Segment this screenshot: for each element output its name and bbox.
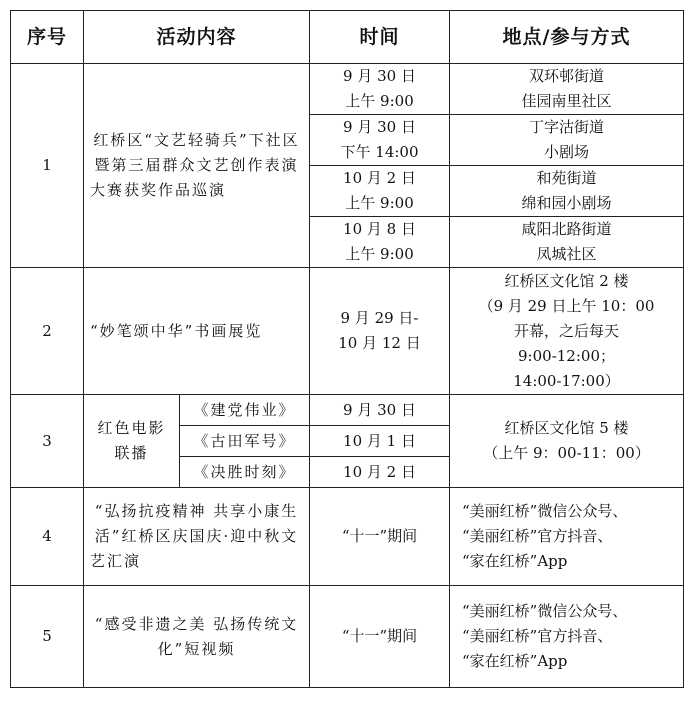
activity-time: “十一”期间 <box>310 488 450 586</box>
activity-content: “妙笔颂中华”书画展览 <box>84 268 310 395</box>
film-time: 10 月 2 日 <box>310 457 450 488</box>
header-content: 活动内容 <box>84 11 310 64</box>
row-number: 5 <box>11 586 84 688</box>
session-place: 丁字沽街道 小剧场 <box>450 115 684 166</box>
film-title: 《古田军号》 <box>180 426 310 457</box>
film-series-label: 红色电影 联播 <box>84 395 180 488</box>
header-place: 地点/参与方式 <box>450 11 684 64</box>
table-row <box>11 395 684 426</box>
session-time: 9 月 30 日 上午 9:00 <box>310 64 450 115</box>
table-row <box>11 586 684 688</box>
activity-place: 红桥区文化馆 5 楼 （上午 9：00-11：00） <box>450 395 684 488</box>
row-number: 2 <box>11 268 84 395</box>
session-time: 10 月 8 日 上午 9:00 <box>310 217 450 268</box>
row-number: 3 <box>11 395 84 488</box>
session-time: 9 月 30 日 下午 14:00 <box>310 115 450 166</box>
activity-time: “十一”期间 <box>310 586 450 688</box>
activity-schedule-table <box>10 10 684 688</box>
activity-time: 9 月 29 日- 10 月 12 日 <box>310 268 450 395</box>
header-no: 序号 <box>11 11 84 64</box>
film-title: 《决胜时刻》 <box>180 457 310 488</box>
table-row <box>11 268 684 395</box>
table-row <box>11 64 684 115</box>
activity-place: “美丽红桥”微信公众号、 “美丽红桥”官方抖音、 “家在红桥”App <box>450 488 684 586</box>
row-number: 1 <box>11 64 84 268</box>
header-time: 时间 <box>310 11 450 64</box>
session-place: 咸阳北路街道 凤城社区 <box>450 217 684 268</box>
session-time: 10 月 2 日 上午 9:00 <box>310 166 450 217</box>
activity-content: “感受非遗之美 弘扬传统文化”短视频 <box>84 586 310 688</box>
header-row <box>11 11 684 64</box>
activity-content: “弘扬抗疫精神 共享小康生活”红桥区庆国庆·迎中秋文艺汇演 <box>84 488 310 586</box>
activity-content: 红桥区“文艺轻骑兵”下社区暨第三届群众文艺创作表演大赛获奖作品巡演 <box>84 64 310 268</box>
activity-place: 红桥区文化馆 2 楼 （9 月 29 日上午 10：00 开幕，之后每天 9:00-12:00； 14:00-17:00） <box>450 268 684 395</box>
film-title: 《建党伟业》 <box>180 395 310 426</box>
activity-place: “美丽红桥”微信公众号、 “美丽红桥”官方抖音、 “家在红桥”App <box>450 586 684 688</box>
film-time: 9 月 30 日 <box>310 395 450 426</box>
table-row <box>11 488 684 586</box>
session-place: 和苑街道 绵和园小剧场 <box>450 166 684 217</box>
film-time: 10 月 1 日 <box>310 426 450 457</box>
row-number: 4 <box>11 488 84 586</box>
session-place: 双环邨街道 佳园南里社区 <box>450 64 684 115</box>
